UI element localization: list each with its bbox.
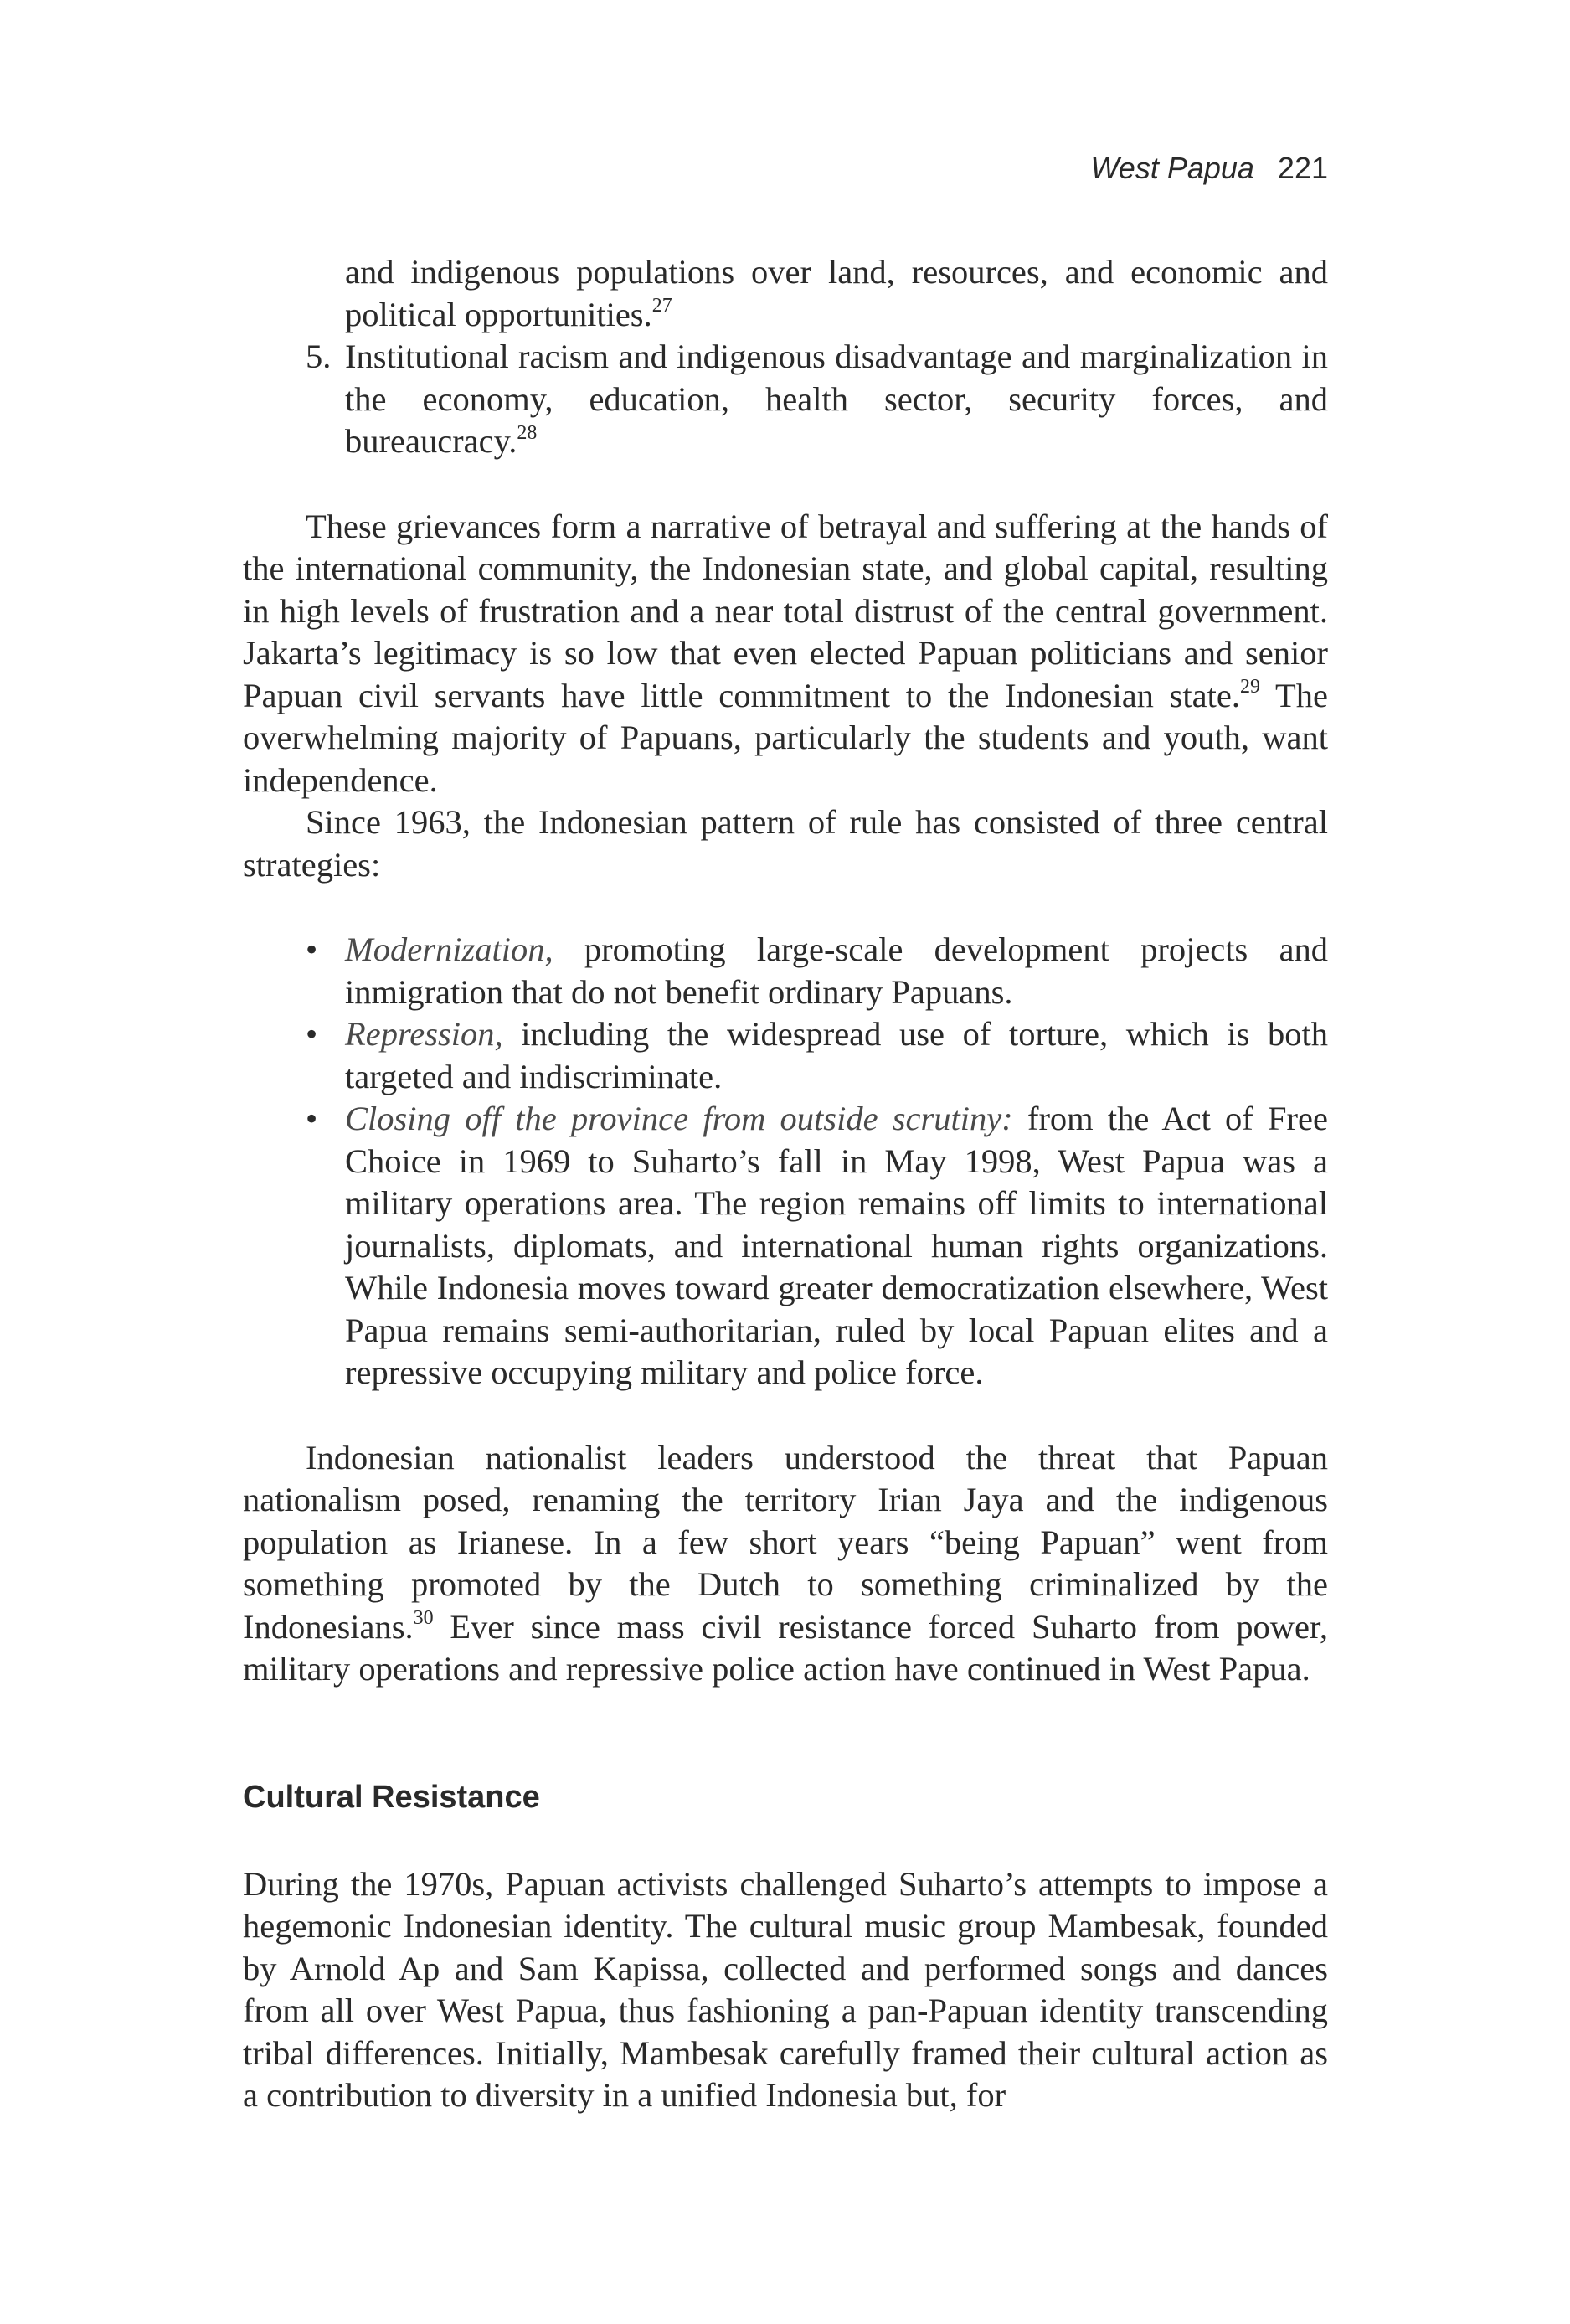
paragraph-nationalism-text-a: Indonesian nationalist leaders understood the threat that Papuan nationalism posed, renaming the territory Irian Jaya and the indigenous population as Irianese. In a few short years “being Papuan” went from something promoted by the Dutch to something criminalized by the Indonesians. — [243, 1438, 1328, 1646]
paragraph-strategies: Since 1963, the Indonesian pattern of rule has consisted of three central strategies: — [243, 803, 1328, 884]
paragraph-grievances-text-b: The overwhelming majority of Papuans, particularly the students and youth, want independence. — [243, 676, 1328, 799]
section-heading: Cultural Resistance — [243, 1779, 540, 1815]
bullet-term: Modernization, — [345, 930, 553, 968]
footnote-ref-29: 29 — [1240, 676, 1261, 698]
list-item-5 — [243, 336, 1328, 463]
list-item-5-marker: 5. — [306, 338, 332, 375]
numbered-list — [243, 251, 1328, 463]
list-item-continuation-text: and indigenous populations over land, resources, and economic and political opportunities. — [345, 253, 1328, 333]
bullet-text: promoting large-scale development projects and inmigration that do not benefit ordinary Papuans. — [345, 930, 1328, 1011]
paragraph-mambesak: During the 1970s, Papuan activists challenged Suharto’s attempts to impose a hegemonic Indonesian identity. The cultural music group Mambesak, founded by Arnold Ap and Sam Kapissa, collected and performed songs and dances from all over West Papua, thus fashioning a pan-Papuan identity transcending tribal differences. Initially, Mambesak carefully framed their cultural action as a contribution to diversity in a unified Indonesia but, for — [243, 1864, 1328, 2114]
bullet-modernization — [243, 929, 1328, 1013]
list-item-continuation — [243, 251, 1328, 336]
paragraph-grievances — [243, 506, 1328, 802]
bullet-closing-off — [243, 1098, 1328, 1394]
list-item-5-text: Institutional racism and indigenous disadvantage and marginalization in the economy, education, health sector, security forces, and bureaucracy. — [345, 338, 1328, 460]
bullet-marker: • — [306, 930, 318, 968]
bullet-term: Repression, — [345, 1015, 503, 1053]
page-number: 221 — [1277, 151, 1328, 185]
paragraph-nationalism — [243, 1437, 1328, 1691]
page-body — [243, 251, 1328, 2117]
bullet-repression — [243, 1013, 1328, 1098]
bullet-text: including the widespread use of torture, which is both targeted and indiscriminate. — [345, 1015, 1328, 1095]
paragraph-nationalism-text-b: Ever since mass civil resistance forced Suharto from power, military operations and repressive police action have continued in West Papua. — [243, 1607, 1328, 1688]
running-head-title: West Papua — [1090, 151, 1254, 185]
paragraph-grievances-text-a: These grievances form a narrative of betrayal and suffering at the hands of the international community, the Indonesian state, and global capital, resulting in high levels of frustration and a near total distrust of the central government. Jakarta’s legitimacy is so low that even elected Papuan politicians and senior Papuan civil servants have little commitment to the Indonesian state. — [243, 507, 1328, 714]
footnote-ref-27: 27 — [651, 295, 672, 317]
bullet-text: from the Act of Free Choice in 1969 to Suharto’s fall in May 1998, West Papua was a military operations area. The region remains off limits to international journalists, diplomats, and international human rights organizations. While Indonesia moves toward greater democratization elsewhere, West Papua remains semi-authoritarian, ruled by local Papuan elites and a repressive occupying military and police force. — [345, 1100, 1328, 1391]
footnote-ref-30: 30 — [413, 1607, 434, 1629]
strategy-bullets — [243, 929, 1328, 1394]
running-head — [243, 151, 1328, 186]
bullet-marker: • — [306, 1015, 318, 1053]
bullet-marker: • — [306, 1100, 318, 1137]
footnote-ref-28: 28 — [517, 421, 538, 444]
bullet-term: Closing off the province from outside scrutiny: — [345, 1100, 1013, 1137]
